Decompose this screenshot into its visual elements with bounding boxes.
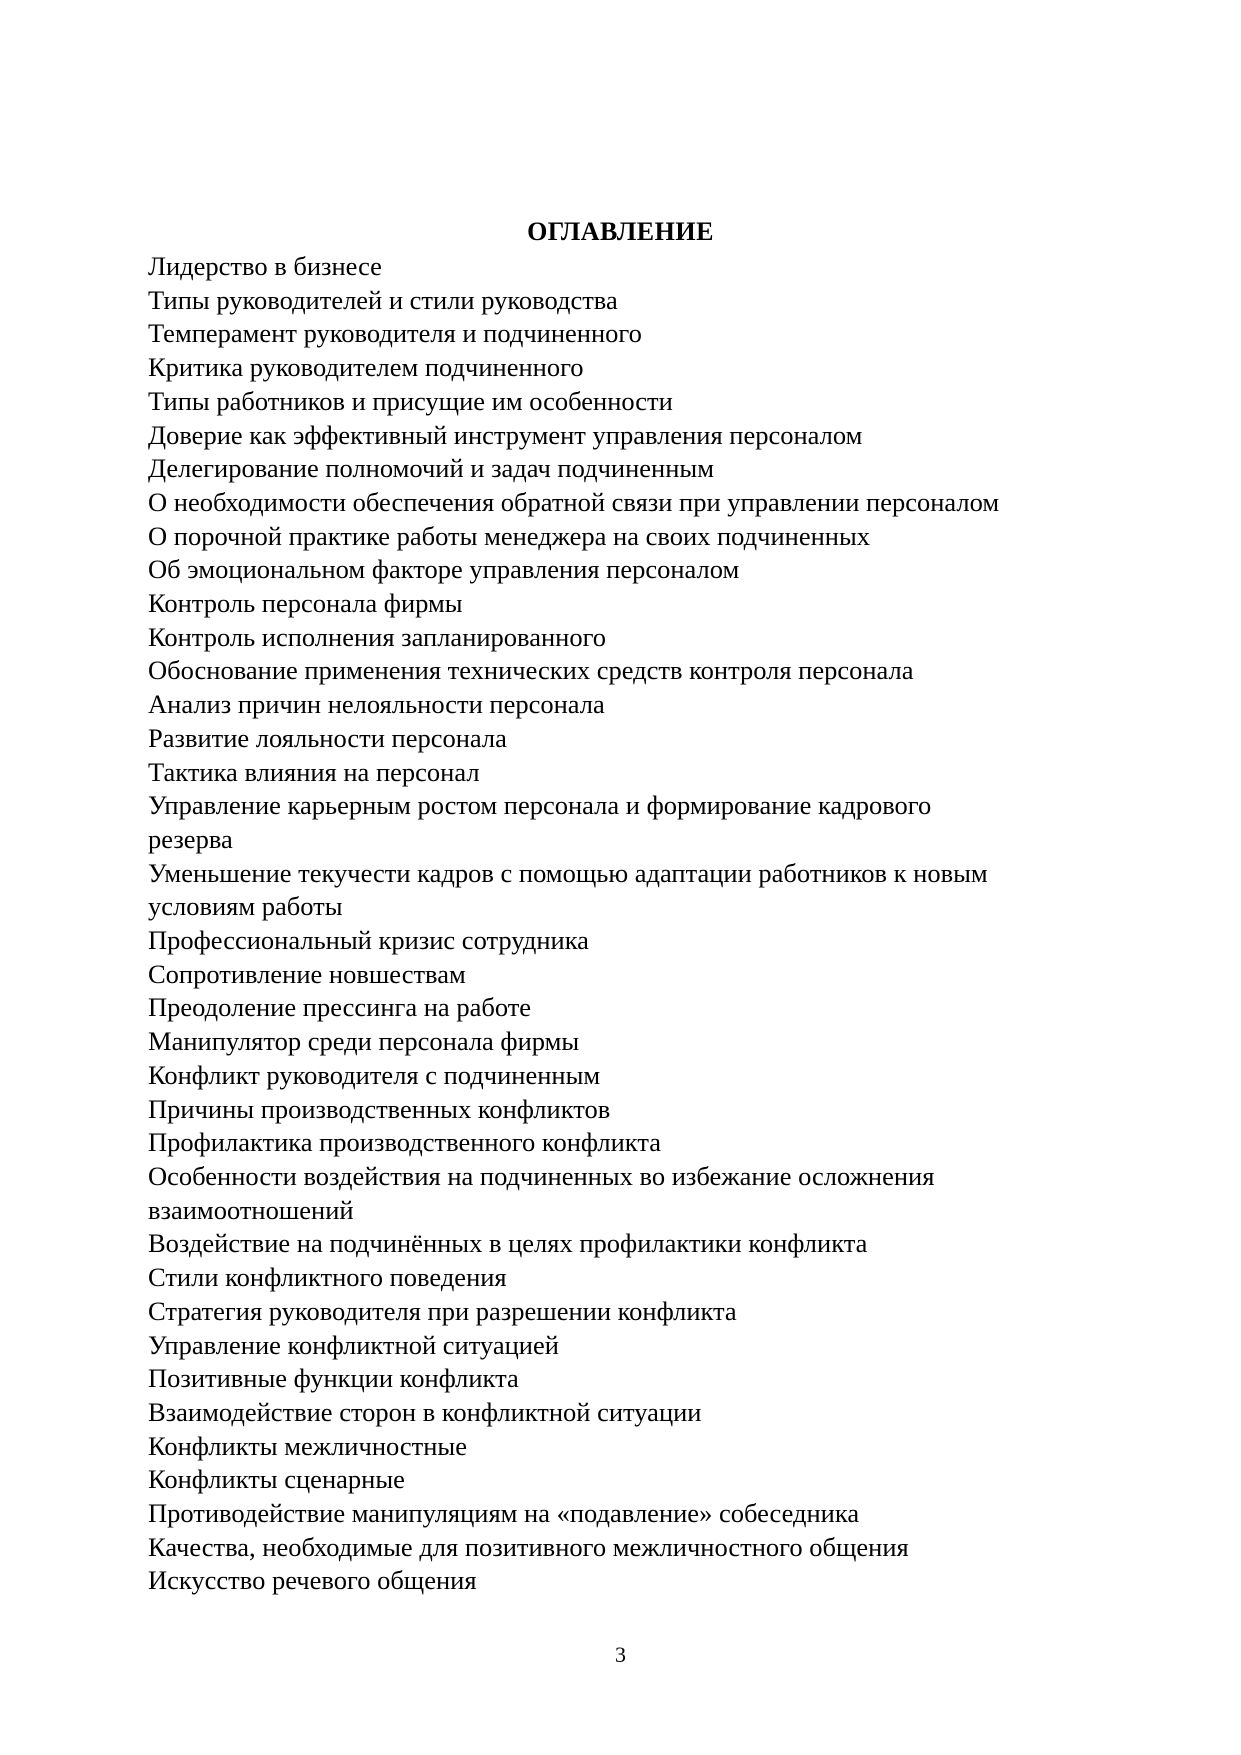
toc-entry: Контроль исполнения запланированного xyxy=(148,621,607,652)
toc-entry: Критика руководителем подчиненного xyxy=(148,352,584,383)
toc-entry: Манипулятор среди персонала фирмы xyxy=(148,1026,580,1057)
toc-entry: Управление конфликтной ситуацией xyxy=(148,1329,559,1360)
toc-entry: Тактика влияния на персонал xyxy=(148,756,480,787)
toc-entry: Управление карьерным ростом персонала и формирование кадрового xyxy=(148,790,932,821)
toc-entry: Противодействие манипуляциям на «подавление» собеседника xyxy=(148,1498,860,1529)
toc-entry: Причины производственных конфликтов xyxy=(148,1093,611,1124)
toc-entry: Анализ причин нелояльности персонала xyxy=(148,689,605,720)
toc-list xyxy=(148,250,1108,1598)
page-number: 3 xyxy=(615,1642,626,1667)
toc-entry: Сопротивление новшествам xyxy=(148,958,466,989)
toc-entry-continuation: резерва xyxy=(148,823,233,854)
toc-entry: О порочной практике работы менеджера на своих подчиненных xyxy=(148,520,871,551)
toc-entry: Типы работников и присущие им особенности xyxy=(148,385,673,416)
toc-entry: Делегирование полномочий и задач подчиненным xyxy=(148,453,714,484)
toc-entry: Искусство речевого общения xyxy=(148,1565,477,1596)
toc-title: ОГЛАВЛЕНИЕ xyxy=(527,217,714,246)
toc-entry: Профилактика производственного конфликта xyxy=(148,1127,661,1158)
toc-entry: Преодоление прессинга на работе xyxy=(148,992,532,1023)
toc-entry: Типы руководителей и стили руководства xyxy=(148,284,618,315)
toc-entry-continuation: условиям работы xyxy=(148,891,343,922)
toc-entry: Развитие лояльности персонала xyxy=(148,722,507,753)
toc-entry: Стили конфликтного поведения xyxy=(148,1262,507,1293)
toc-entry: Обоснование применения технических средств контроля персонала xyxy=(148,655,914,686)
toc-entry: Воздействие на подчинённых в целях профилактики конфликта xyxy=(148,1228,868,1259)
toc-entry-continuation: взаимоотношений xyxy=(148,1194,354,1225)
toc-entry: Лидерство в бизнесе xyxy=(148,251,382,281)
toc-entry: Контроль персонала фирмы xyxy=(148,588,463,619)
toc-entry: Позитивные функции конфликта xyxy=(148,1363,519,1394)
toc-entry: Конфликты сценарные xyxy=(148,1464,405,1495)
toc-entry: Стратегия руководителя при разрешении конфликта xyxy=(148,1295,737,1326)
toc-entry: Уменьшение текучести кадров с помощью адаптации работников к новым xyxy=(148,857,988,888)
toc-entry: Особенности воздействия на подчиненных во избежание осложнения xyxy=(148,1160,935,1191)
toc-entry: Профессиональный кризис сотрудника xyxy=(148,925,589,956)
toc-entry: О необходимости обеспечения обратной связи при управлении персоналом xyxy=(148,486,1000,517)
toc-entry: Конфликты межличностные xyxy=(148,1430,467,1461)
toc-entry: Темперамент руководителя и подчиненного xyxy=(148,318,642,349)
toc-entry: Конфликт руководителя с подчиненным xyxy=(148,1059,601,1090)
toc-entry: Качества, необходимые для позитивного межличностного общения xyxy=(148,1531,909,1562)
toc-entry: Доверие как эффективный инструмент управления персоналом xyxy=(148,419,863,450)
toc-entry: Об эмоциональном факторе управления персоналом xyxy=(148,554,740,585)
toc-entry: Взаимодействие сторон в конфликтной ситуации xyxy=(148,1396,702,1427)
